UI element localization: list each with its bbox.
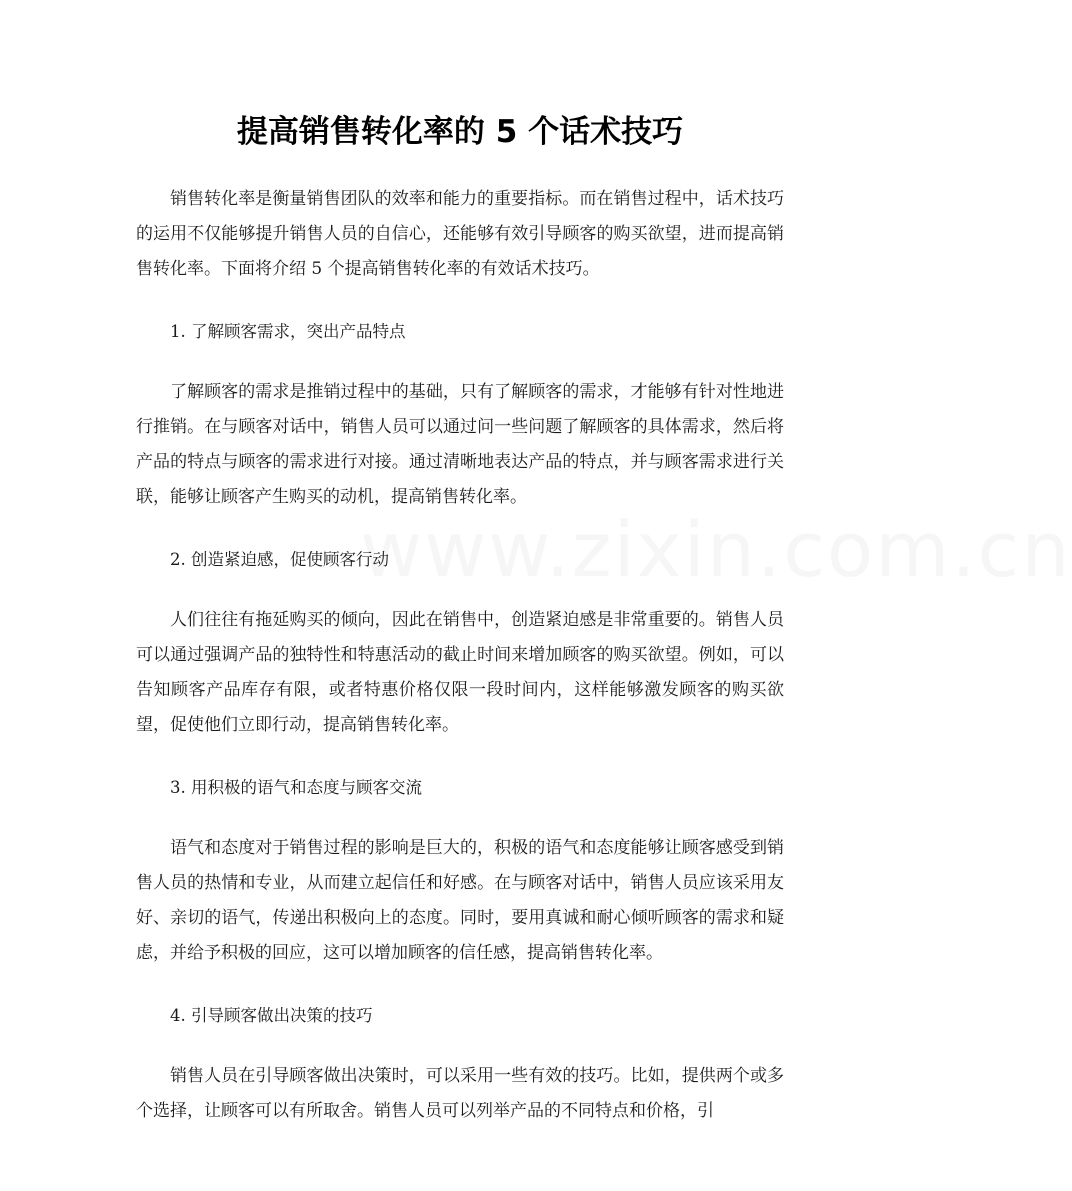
section-body-2: 人们往往有拖延购买的倾向，因此在销售中，创造紧迫感是非常重要的。销售人员可以通过强调产品的独特性和特惠活动的截止时间来增加顾客的购买欲望。例如，可以告知顾客产品库存有限，或者特惠价格仅限一段时间内，这样能够激发顾客的购买欲望，促使他们立即行动，提高销售转化率。 xyxy=(136,610,784,735)
section-heading-4: 4. 引导顾客做出决策的技巧 xyxy=(170,1006,373,1025)
section-body-1: 了解顾客的需求是推销过程中的基础，只有了解顾客的需求，才能够有针对性地进行推销。在与顾客对话中，销售人员可以通过问一些问题了解顾客的具体需求，然后将产品的特点与顾客的需求进行对接。通过清晰地表达产品的特点，并与顾客需求进行关联，能够让顾客产生购买的动机，提高销售转化率。 xyxy=(136,382,784,507)
section-heading-2: 2. 创造紧迫感，促使顾客行动 xyxy=(170,550,389,569)
page-title: 提高销售转化率的 5 个话术技巧 xyxy=(236,114,684,150)
section-heading-3: 3. 用积极的语气和态度与顾客交流 xyxy=(170,778,422,797)
intro-paragraph: 销售转化率是衡量销售团队的效率和能力的重要指标。而在销售过程中，话术技巧的运用不仅能够提升销售人员的自信心，还能够有效引导顾客的购买欲望，进而提高销售转化率。下面将介绍 5 个提高销售转化率的有效话术技巧。 xyxy=(136,189,784,279)
section-body-3: 语气和态度对于销售过程的影响是巨大的，积极的语气和态度能够让顾客感受到销售人员的热情和专业，从而建立起信任和好感。在与顾客对话中，销售人员应该采用友好、亲切的语气，传递出积极向上的态度。同时，要用真诚和耐心倾听顾客的需求和疑虑，并给予积极的回应，这可以增加顾客的信任感，提高销售转化率。 xyxy=(136,838,784,963)
document-body xyxy=(136,182,784,1158)
watermark: www.zixin.com.cn xyxy=(360,505,1072,594)
section-heading-1: 1. 了解顾客需求，突出产品特点 xyxy=(170,322,406,341)
section-body-4: 销售人员在引导顾客做出决策时，可以采用一些有效的技巧。比如，提供两个或多个选择，让顾客可以有所取舍。销售人员可以列举产品的不同特点和价格，引 xyxy=(136,1066,784,1121)
